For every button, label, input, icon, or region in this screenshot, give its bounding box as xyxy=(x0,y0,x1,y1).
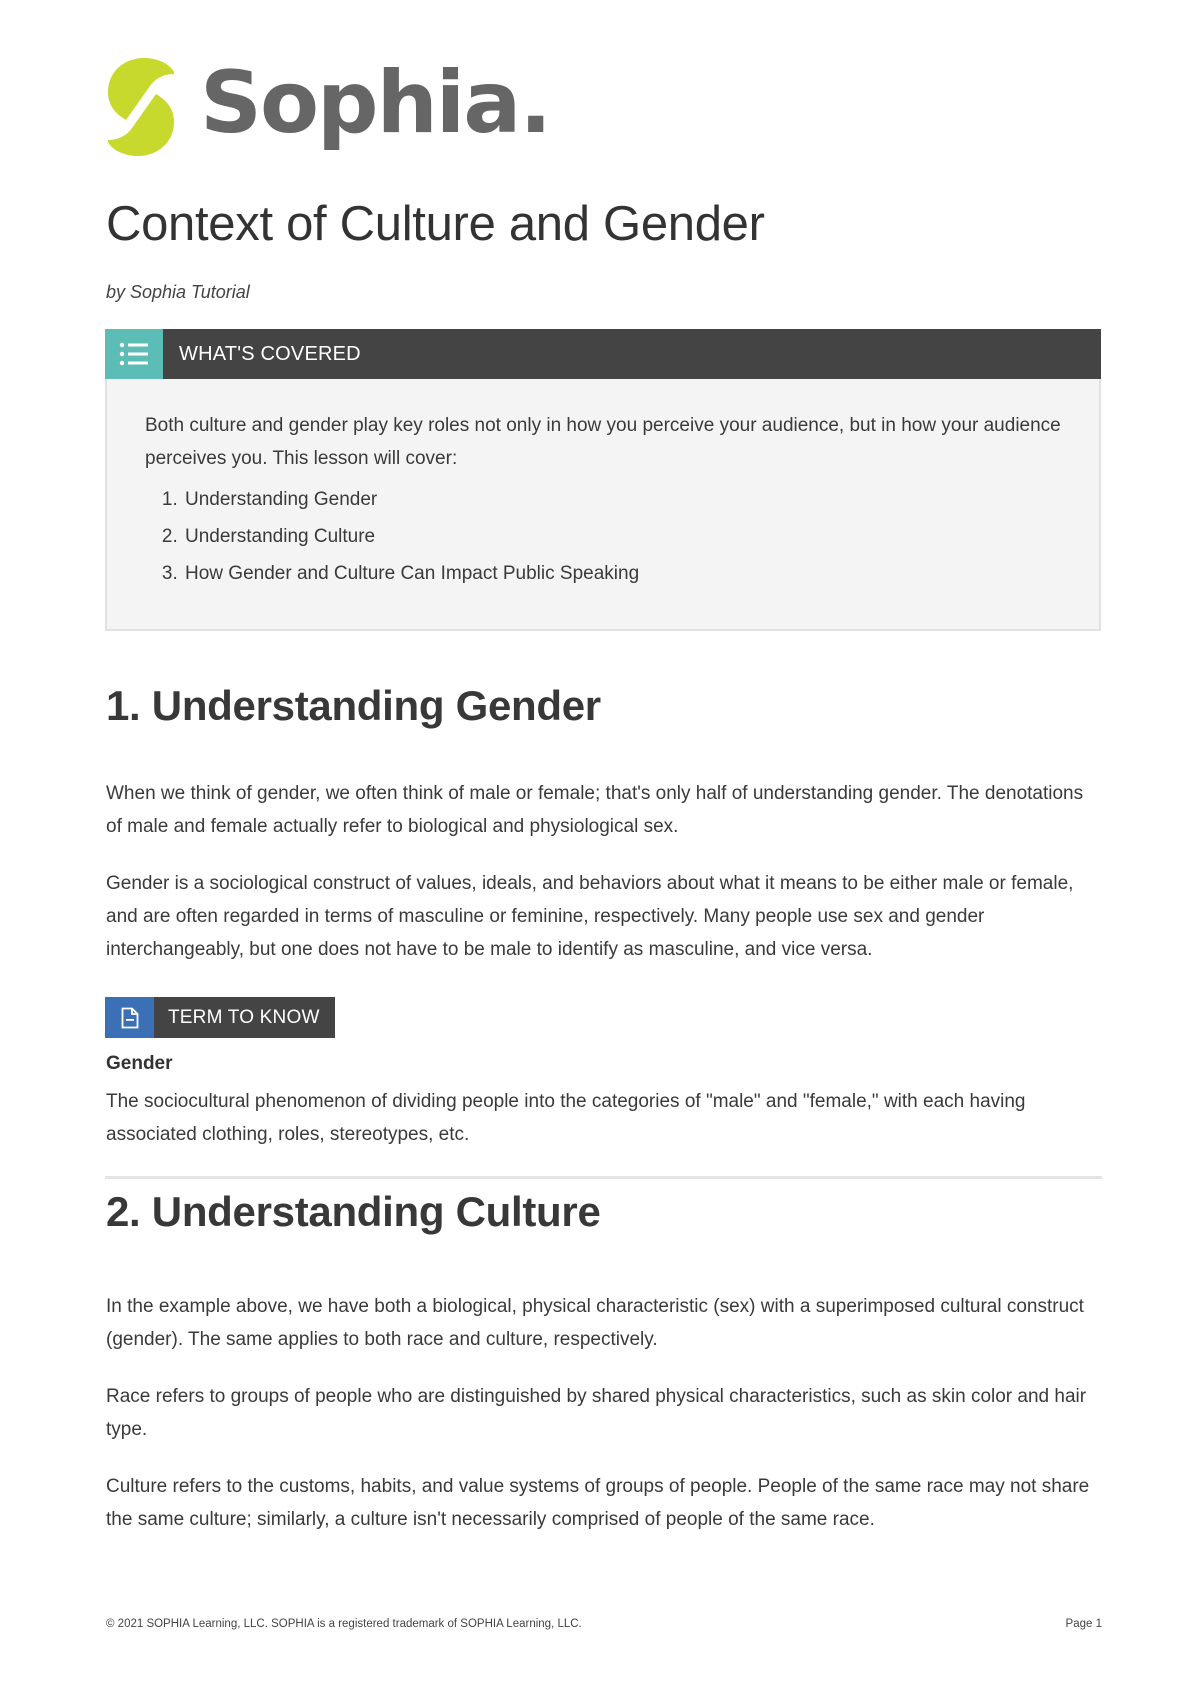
whats-covered-title: WHAT'S COVERED xyxy=(179,343,361,365)
sophia-logo xyxy=(104,52,550,162)
section-heading-culture: 2. Understanding Culture xyxy=(106,1188,601,1235)
section1-paragraph-2: Gender is a sociological construct of values, ideals, and behaviors about what it means to be either male or female, and are often regarded in terms of masculine or feminine, respectively. Many people use sex and gender interchangeably, but one does not have to be male to identify as masculine, and vice versa. xyxy=(106,873,1074,960)
section-heading-gender: 1. Understanding Gender xyxy=(106,682,601,729)
section2-paragraph-3: Culture refers to the customs, habits, and value systems of groups of people. People of the same race may not share the same culture; similarly, a culture isn't necessarily comprised of people of the same race. xyxy=(106,1476,1090,1530)
term-word: Gender xyxy=(106,1053,173,1074)
whats-covered-box xyxy=(105,329,1101,631)
section2-paragraph-1: In the example above, we have both a biological, physical characteristic (sex) with a superimposed cultural construct (gender). The same applies to both race and culture, respectively. xyxy=(106,1296,1084,1350)
whats-covered-header xyxy=(105,329,1101,379)
sophia-logo-icon xyxy=(104,56,178,158)
list-icon xyxy=(105,329,163,379)
page-title: Context of Culture and Gender xyxy=(106,197,765,251)
sophia-wordmark: Sophia. xyxy=(200,53,550,153)
term-to-know-banner xyxy=(105,997,335,1038)
section2-paragraph-2: Race refers to groups of people who are distinguished by shared physical characteristics, such as skin color and hair type. xyxy=(106,1386,1087,1440)
term-definition: The sociocultural phenomenon of dividing people into the categories of "male" and "female," with each having associated clothing, roles, stereotypes, etc. xyxy=(106,1091,1026,1145)
footer-copyright: © 2021 SOPHIA Learning, LLC. SOPHIA is a registered trademark of SOPHIA Learning, LLC. xyxy=(106,1618,582,1630)
covered-list-item: 3. How Gender and Culture Can Impact Public Speaking xyxy=(183,555,1061,592)
whats-covered-intro: Both culture and gender play key roles not only in how you perceive your audience, but in how your audience perceives you. This lesson will cover: xyxy=(145,415,1061,469)
section-divider xyxy=(105,1176,1102,1179)
document-icon xyxy=(105,997,154,1038)
footer-page-number: Page 1 xyxy=(1065,1618,1102,1630)
covered-list xyxy=(145,481,1061,592)
whats-covered-body xyxy=(105,379,1101,631)
covered-list-item: 1. Understanding Gender xyxy=(183,481,1061,518)
covered-list-item: 2. Understanding Culture xyxy=(183,518,1061,555)
byline: by Sophia Tutorial xyxy=(106,282,250,302)
term-to-know-title: TERM TO KNOW xyxy=(154,997,335,1038)
section1-paragraph-1: When we think of gender, we often think of male or female; that's only half of understanding gender. The denotations of male and female actually refer to biological and physiological sex. xyxy=(106,783,1084,837)
